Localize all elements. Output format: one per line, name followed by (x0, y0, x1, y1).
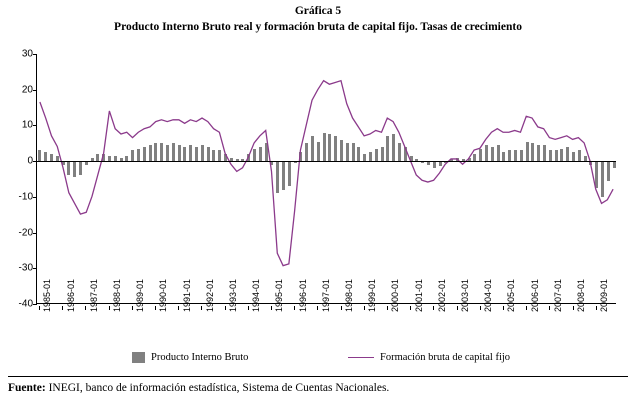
x-axis-tick-label: 1994-01 (251, 278, 262, 312)
source-text: INEGI, banco de información estadística, Sistema de Cuentas Nacionales. (45, 382, 390, 394)
x-axis-tick-label: 1987-01 (88, 278, 99, 312)
x-axis-tick-mark (201, 306, 202, 310)
chart-legend (0, 352, 636, 372)
x-axis-tick-mark (294, 306, 295, 310)
source-prefix: Fuente: (8, 382, 46, 394)
x-axis-tick-mark (457, 306, 458, 310)
x-axis-tick-label: 1998-01 (344, 278, 354, 312)
x-axis-tick-mark (109, 306, 110, 310)
x-axis-tick-label: 2008-01 (576, 278, 586, 312)
x-axis-tick-label: 1986-01 (65, 278, 76, 312)
y-axis-tick-mark (33, 304, 37, 305)
y-axis-tick-label: -10 (18, 191, 33, 203)
x-axis-tick-label: 1997-01 (320, 278, 331, 312)
x-axis-tick-label: 1992-01 (204, 278, 215, 312)
x-axis-tick-mark (155, 306, 156, 310)
x-axis-tick-label: 2007-01 (552, 278, 563, 312)
y-axis-tick-mark (33, 125, 37, 126)
x-axis-tick-mark (433, 306, 434, 310)
y-axis-tick-mark (33, 90, 37, 91)
x-axis-tick-label: 1999-01 (367, 278, 378, 312)
y-axis-tick-label: 30 (21, 48, 33, 60)
figure-label: Gráfica 5 (294, 5, 342, 17)
y-axis-tick-label: -30 (18, 262, 33, 274)
x-axis-tick-mark (503, 306, 504, 310)
x-axis-tick-label: 2000-01 (390, 278, 401, 312)
x-axis-tick-label: 1995-01 (274, 278, 285, 312)
line-data-path (40, 81, 613, 266)
x-axis-tick-mark (225, 306, 226, 310)
x-axis-tick-mark (387, 306, 388, 310)
x-axis-tick-mark (317, 306, 318, 310)
x-axis-tick-mark (248, 306, 249, 310)
x-axis-tick-mark (364, 306, 365, 310)
x-axis-tick-label: 2002-01 (436, 278, 447, 312)
x-axis-tick-mark (39, 306, 40, 310)
legend-line-swatch-icon (348, 357, 374, 358)
y-axis-tick-label: -40 (18, 298, 33, 310)
x-axis-tick-label: 1990-01 (158, 278, 169, 312)
x-axis-tick-mark (480, 306, 481, 310)
y-axis-tick-mark (33, 54, 37, 55)
x-axis-tick-label: 2003-01 (460, 278, 470, 312)
x-axis-tick-label: 2005-01 (506, 278, 517, 312)
x-axis-tick-mark (526, 306, 527, 310)
y-axis-tick-label: 10 (21, 119, 33, 131)
chart-area (0, 44, 636, 344)
y-axis-tick-label: 20 (21, 84, 33, 96)
footer-divider (8, 376, 628, 377)
x-axis-tick-label: 2009-01 (599, 278, 610, 312)
x-axis-tick-label: 1985-01 (42, 278, 53, 312)
chart-title-block (0, 0, 636, 35)
x-axis-tick-label: 1996-01 (297, 278, 308, 312)
y-axis-tick-label: -20 (18, 227, 33, 239)
legend-item-investment (348, 352, 510, 363)
x-axis-tick-label: 1991-01 (181, 278, 192, 312)
x-axis-tick-mark (85, 306, 86, 310)
y-axis-tick-mark (33, 233, 37, 234)
x-axis-tick-mark (410, 306, 411, 310)
page-title: Producto Interno Bruto real y formación bruta de capital fijo. Tasas de crecimiento (114, 21, 522, 33)
legend-item-gdp (132, 352, 248, 363)
legend-label-investment: Formación bruta de capital fijo (380, 352, 511, 363)
x-axis-tick-mark (271, 306, 272, 310)
x-axis-tick-mark (549, 306, 550, 310)
x-axis-tick-label: 2001-01 (413, 278, 424, 312)
x-axis-tick-mark (178, 306, 179, 310)
legend-label-gdp: Producto Interno Bruto (151, 352, 249, 363)
x-axis-tick-mark (341, 306, 342, 310)
x-axis-tick-label: 2004-01 (483, 278, 494, 312)
x-axis-tick-label: 1989-01 (135, 278, 146, 312)
y-axis-tick-mark (33, 197, 37, 198)
x-axis-tick-label: 2006-01 (529, 278, 540, 312)
zero-baseline (37, 161, 616, 162)
source-note (8, 382, 389, 394)
plot-region (18, 48, 616, 310)
y-axis-tick-label: 0 (27, 155, 33, 167)
x-axis-tick-mark (132, 306, 133, 310)
x-axis-tick-mark (573, 306, 574, 310)
legend-bar-swatch-icon (132, 352, 145, 363)
x-axis-tick-label: 1993-01 (228, 278, 238, 312)
x-axis-tick-mark (62, 306, 63, 310)
x-axis-tick-label: 1988-01 (112, 278, 122, 312)
y-axis-tick-mark (33, 268, 37, 269)
x-axis-tick-mark (596, 306, 597, 310)
line-series-layer (37, 54, 616, 303)
